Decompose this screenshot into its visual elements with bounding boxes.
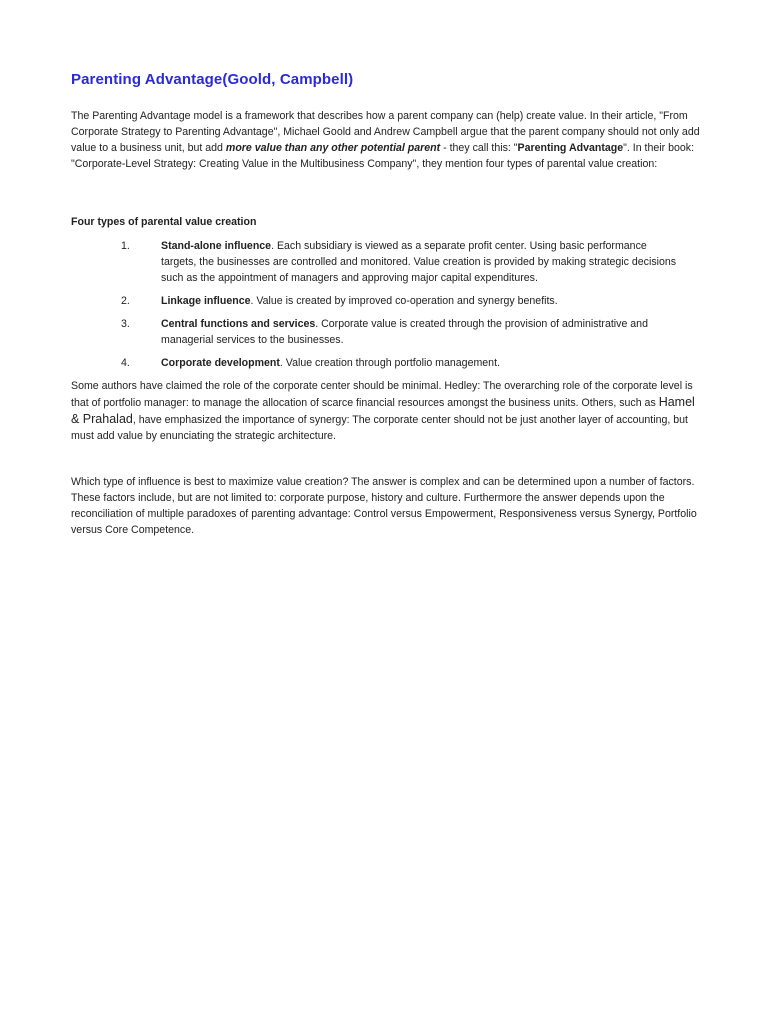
intro-text-2: - they call this: " xyxy=(440,142,518,154)
intro-text-1: The Parenting Advantage model is a framework that describes how a parent company can (help) create value. In their article, "From Corporate Strategy to Parenting Advantage", Michael Goold and Andrew Campbell argue that the parent company should not only add value to a business unit, but add xyxy=(71,110,700,154)
authors-text-1: Some authors have claimed the role of the corporate center should be minimal. Hedley: The overarching role of the corporate level is that of portfolio manager: to manage the allocation of scarce financial resources amongst the business units. Others, such as xyxy=(71,380,693,409)
list-number: 2. xyxy=(121,295,130,307)
intro-paragraph xyxy=(71,108,701,172)
list-item xyxy=(71,355,701,371)
type-name: Stand-alone influence xyxy=(161,240,272,252)
page-title: Parenting Advantage(Goold, Campbell) xyxy=(71,71,354,88)
authors-names: Hamel & Prahalad xyxy=(71,395,695,426)
intro-emphasis: more value than any other potential parent xyxy=(225,142,441,154)
list-item xyxy=(71,238,701,286)
section-heading: Four types of parental value creation xyxy=(71,216,257,228)
value-creation-list xyxy=(71,238,701,371)
authors-paragraph xyxy=(71,378,701,444)
type-name: Corporate development xyxy=(161,357,280,369)
list-number: 4. xyxy=(121,357,130,369)
type-description: . Corporate value is created through the provision of administrative and managerial services to the businesses. xyxy=(161,318,648,346)
intro-text-3: ". In their book: "Corporate-Level Strategy: Creating Value in the Multibusiness Company", they mention four types of parental value creation: xyxy=(71,142,695,170)
list-number: 1. xyxy=(121,240,130,252)
intro-bold-term: Parenting Advantage xyxy=(517,142,624,154)
list-item xyxy=(71,293,701,309)
type-description: . Each subsidiary is viewed as a separate profit center. Using basic performance targets, the businesses are controlled and monitored. Value creation is provided by making strategic decisions such as the appointment of managers and approving major capital expenditures. xyxy=(161,240,677,284)
type-description: . Value is created by improved co-operation and synergy benefits. xyxy=(250,295,558,307)
list-number: 3. xyxy=(121,318,130,330)
type-description: . Value creation through portfolio management. xyxy=(279,357,500,369)
list-item xyxy=(71,316,701,348)
type-name: Linkage influence xyxy=(161,295,251,307)
authors-text-2: , have emphasized the importance of synergy: The corporate center should not be just another layer of accounting, but must add value by enunciating the strategic architecture. xyxy=(71,414,688,442)
document-page xyxy=(71,70,701,549)
question-paragraph: Which type of influence is best to maximize value creation? The answer is complex and can be determined upon a number of factors. These factors include, but are not limited to: corporate purpose, history and culture. Furthermore the answer depends upon the reconciliation of multiple paradoxes of parenting advantage: Control versus Empowerment, Responsiveness versus Synergy, Portfolio versus Core Competence. xyxy=(71,476,697,536)
type-name: Central functions and services xyxy=(161,318,316,330)
